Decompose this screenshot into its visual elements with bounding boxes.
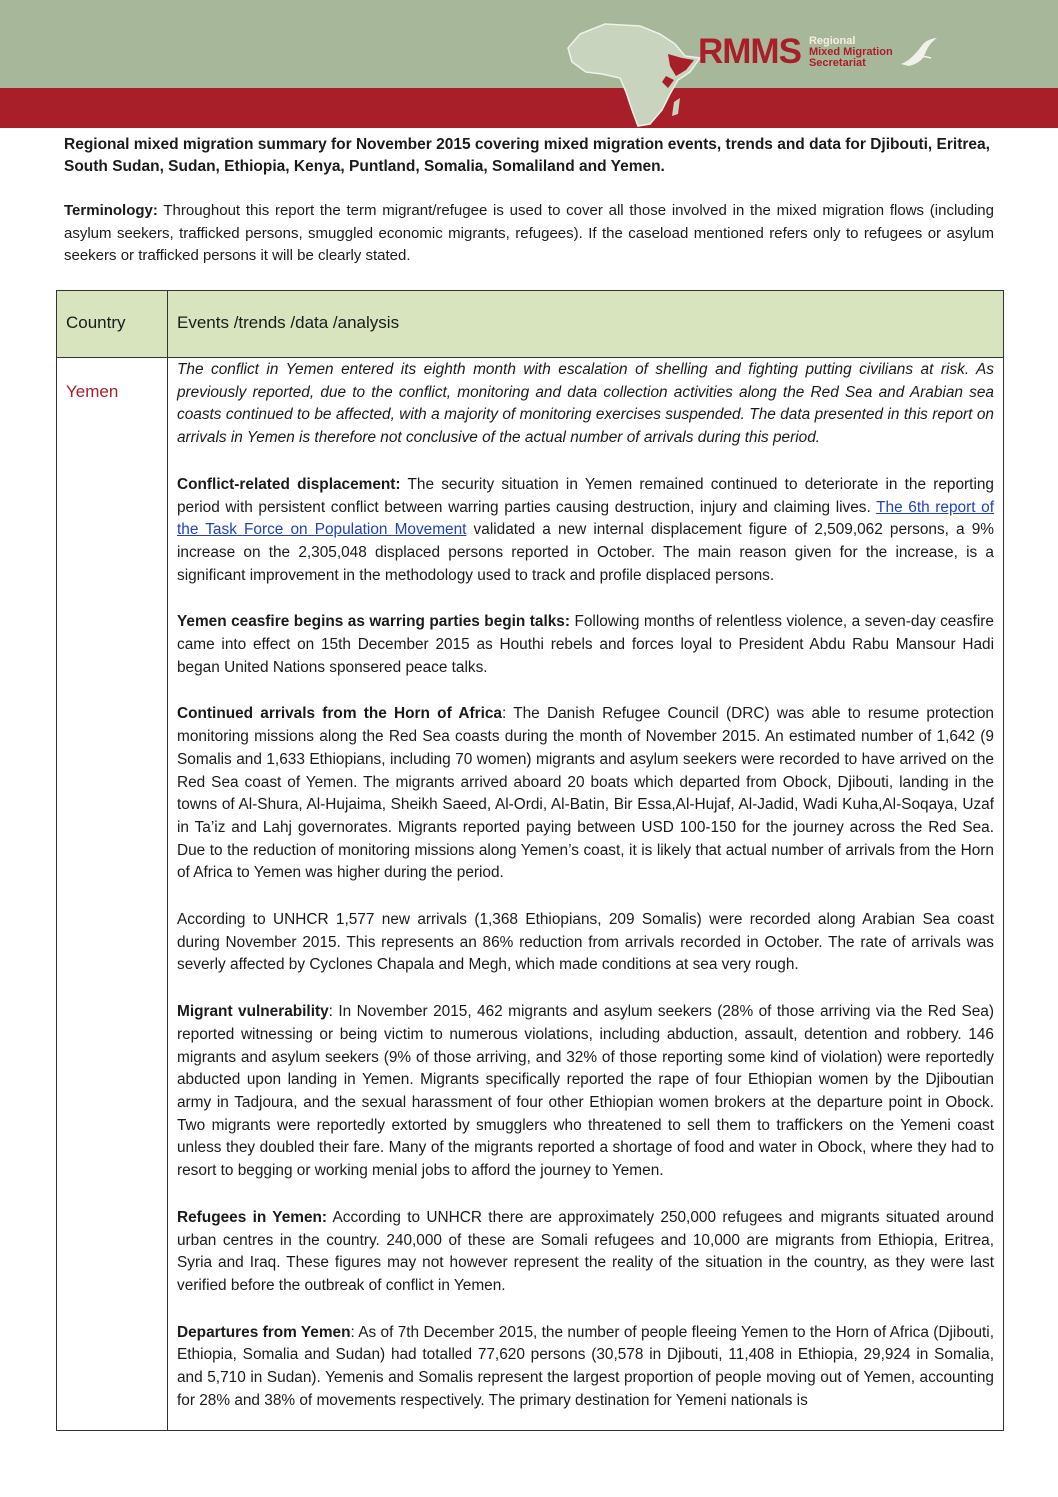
bird-logo-icon [899,34,939,70]
terminology-paragraph [64,200,994,268]
paragraph-ceasefire: Yemen ceasfire begins as warring parties begin talks: Following months of relentless violence, a seven-day ceasfire came into effect on 15th December 2015 as Houthi rebels and forces loyal to President Abdu Rabu Mansour Hadi began United Nations sponsered peace talks. [177,613,994,676]
terminology-text: Throughout this report the term migrant/refugee is used to cover all those involved in the mixed migration flows (including asylum seekers, trafficked persons, smuggled economic migrants, refugees). If the caseload mentioned refers only to refugees or asylum seekers or trafficked persons it will be clearly stated. [64,202,994,264]
banner-red-band [0,88,1058,128]
column-header-country: Country [66,313,126,332]
lead-paragraph: The conflict in Yemen entered its eighth month with escalation of shelling and fighting putting civilians at risk. As previously reported, due to the conflict, monitoring and data collection activities along the Red Sea and Arabian sea coasts continued to be affected, with a majority of monitoring exercises suspended. The data presented in this report on arrivals in Yemen is therefore not conclusive of the actual number of arrivals during this period. [177,361,994,447]
table-header [57,291,1003,358]
task-force-report-link[interactable]: The 6th report of the Task Force on Population Movement [177,498,994,539]
paragraph-arrivals: Continued arrivals from the Horn of Africa: The Danish Refugee Council (DRC) was able to resume protection monitoring missions along the Red Sea coasts during the month of November 2015. An estimated number of 1,642 (9 Somalis and 1,633 Ethiopians, including 70 women) migrants and asylum seekers were recorded to have arrived on the Red Sea coast of Yemen. The migrants arrived aboard 20 boats which departed from Obock, Djibouti, landing in the towns of Al-Shura, Al-Hujaima, Sheikh Saeed, Al-Ordi, Al-Batin, Bir Essa,Al-Hujaf, Al-Jadid, Wadi Kuha,Al-Soqaya, Uzaf in Ta’iz and Lahj governorates. Migrants reported paying between USD 100-150 for the journey across the Red Sea. Due to the reduction of monitoring missions along Yemen’s coast, it is likely that actual number of arrivals from the Horn of Africa to Yemen was higher during the period. [177,705,994,882]
africa-map-icon [550,14,710,128]
report-intro: Regional mixed migration summary for November 2015 covering mixed migration events, trends and data for Djibouti, Eritrea, South Sudan, Sudan, Ethiopia, Kenya, Puntland, Somalia, Somaliland and Yemen. [64,136,990,175]
column-header-events: Events /trends /data /analysis [177,313,400,332]
events-table [56,290,1004,1431]
paragraph-departures: Departures from Yemen: As of 7th December 2015, the number of people fleeing Yemen to the Horn of Africa (Djibouti, Ethiopia, Somalia and Sudan) had totalled 77,620 persons (30,578 in Djibouti, 11,408 in Ethiopia, 29,924 in Somalia, and 5,710 in Sudan). Yemenis and Somalis represent the largest proportion of people moving out of Yemen, accounting for 28% and 38% of movements respectively. The primary destination for Yemeni nationals is [177,1323,994,1409]
rmms-logo [698,30,939,74]
column-divider [167,291,168,1430]
header-banner [0,0,1058,128]
terminology-label: Terminology: [64,202,158,219]
paragraph-vulnerability: Migrant vulnerability: In November 2015, 462 migrants and asylum seekers (28% of those arriving via the Red Sea) reported witnessing or being victim to numerous violations, including abduction, assault, detention and robbery. 146 migrants and asylum seekers (9% of those arriving, and 32% of those reporting some kind of violation) were reportedly abducted upon landing in Yemen. Migrants specifically reported the rape of four Ethiopian women by the Djiboutian army in Tadjoura, and the sexual harassment of four other Ethiopian women brokers at the departure point in Obock. Two migrants were reportedly extorted by smugglers who threatened to sell them to traffickers on the Yemeni coast unless they doubled their fare. Many of the migrants reported a shortage of food and water in Obock, where they had to resort to begging or working menial jobs to afford the journey to Yemen. [177,1003,994,1180]
logo-subtitle: Regional Mixed Migration Secretariat [808,34,893,69]
events-cell [177,359,994,1436]
paragraph-unhcr-arrivals: According to UNHCR 1,577 new arrivals (1,368 Ethiopians, 209 Somalis) were recorded along Arabian Sea coast during November 2015. This represents an 86% reduction from arrivals recorded in October. The rate of arrivals was severly affected by Cyclones Chapala and Megh, which made conditions at sea very rough. [177,911,994,974]
paragraph-displacement: Conflict-related displacement: The security situation in Yemen remained continued to deteriorate in the reporting period with persistent conflict between warring parties causing destruction, injury and claiming lives. The 6th report of the Task Force on Population Movement validated a new internal displacement figure of 2,509,062 persons, a 9% increase on the 2,305,048 displaced persons reported in October. The main reason given for the increase, is a significant improvement in the methodology used to track and profile displaced persons. [177,475,994,584]
paragraph-refugees: Refugees in Yemen: According to UNHCR there are approximately 250,000 refugees and migrants situated around urban centres in the country. 240,000 of these are Somali refugees and 10,000 are migrants from Ethiopia, Eritrea, Syria and Iraq. These figures may not however represent the reality of the situation in the country, as they were last verified before the outbreak of conflict in Yemen. [177,1208,994,1294]
logo-text: RMMS [698,32,801,71]
country-cell-yemen: Yemen [66,382,119,401]
